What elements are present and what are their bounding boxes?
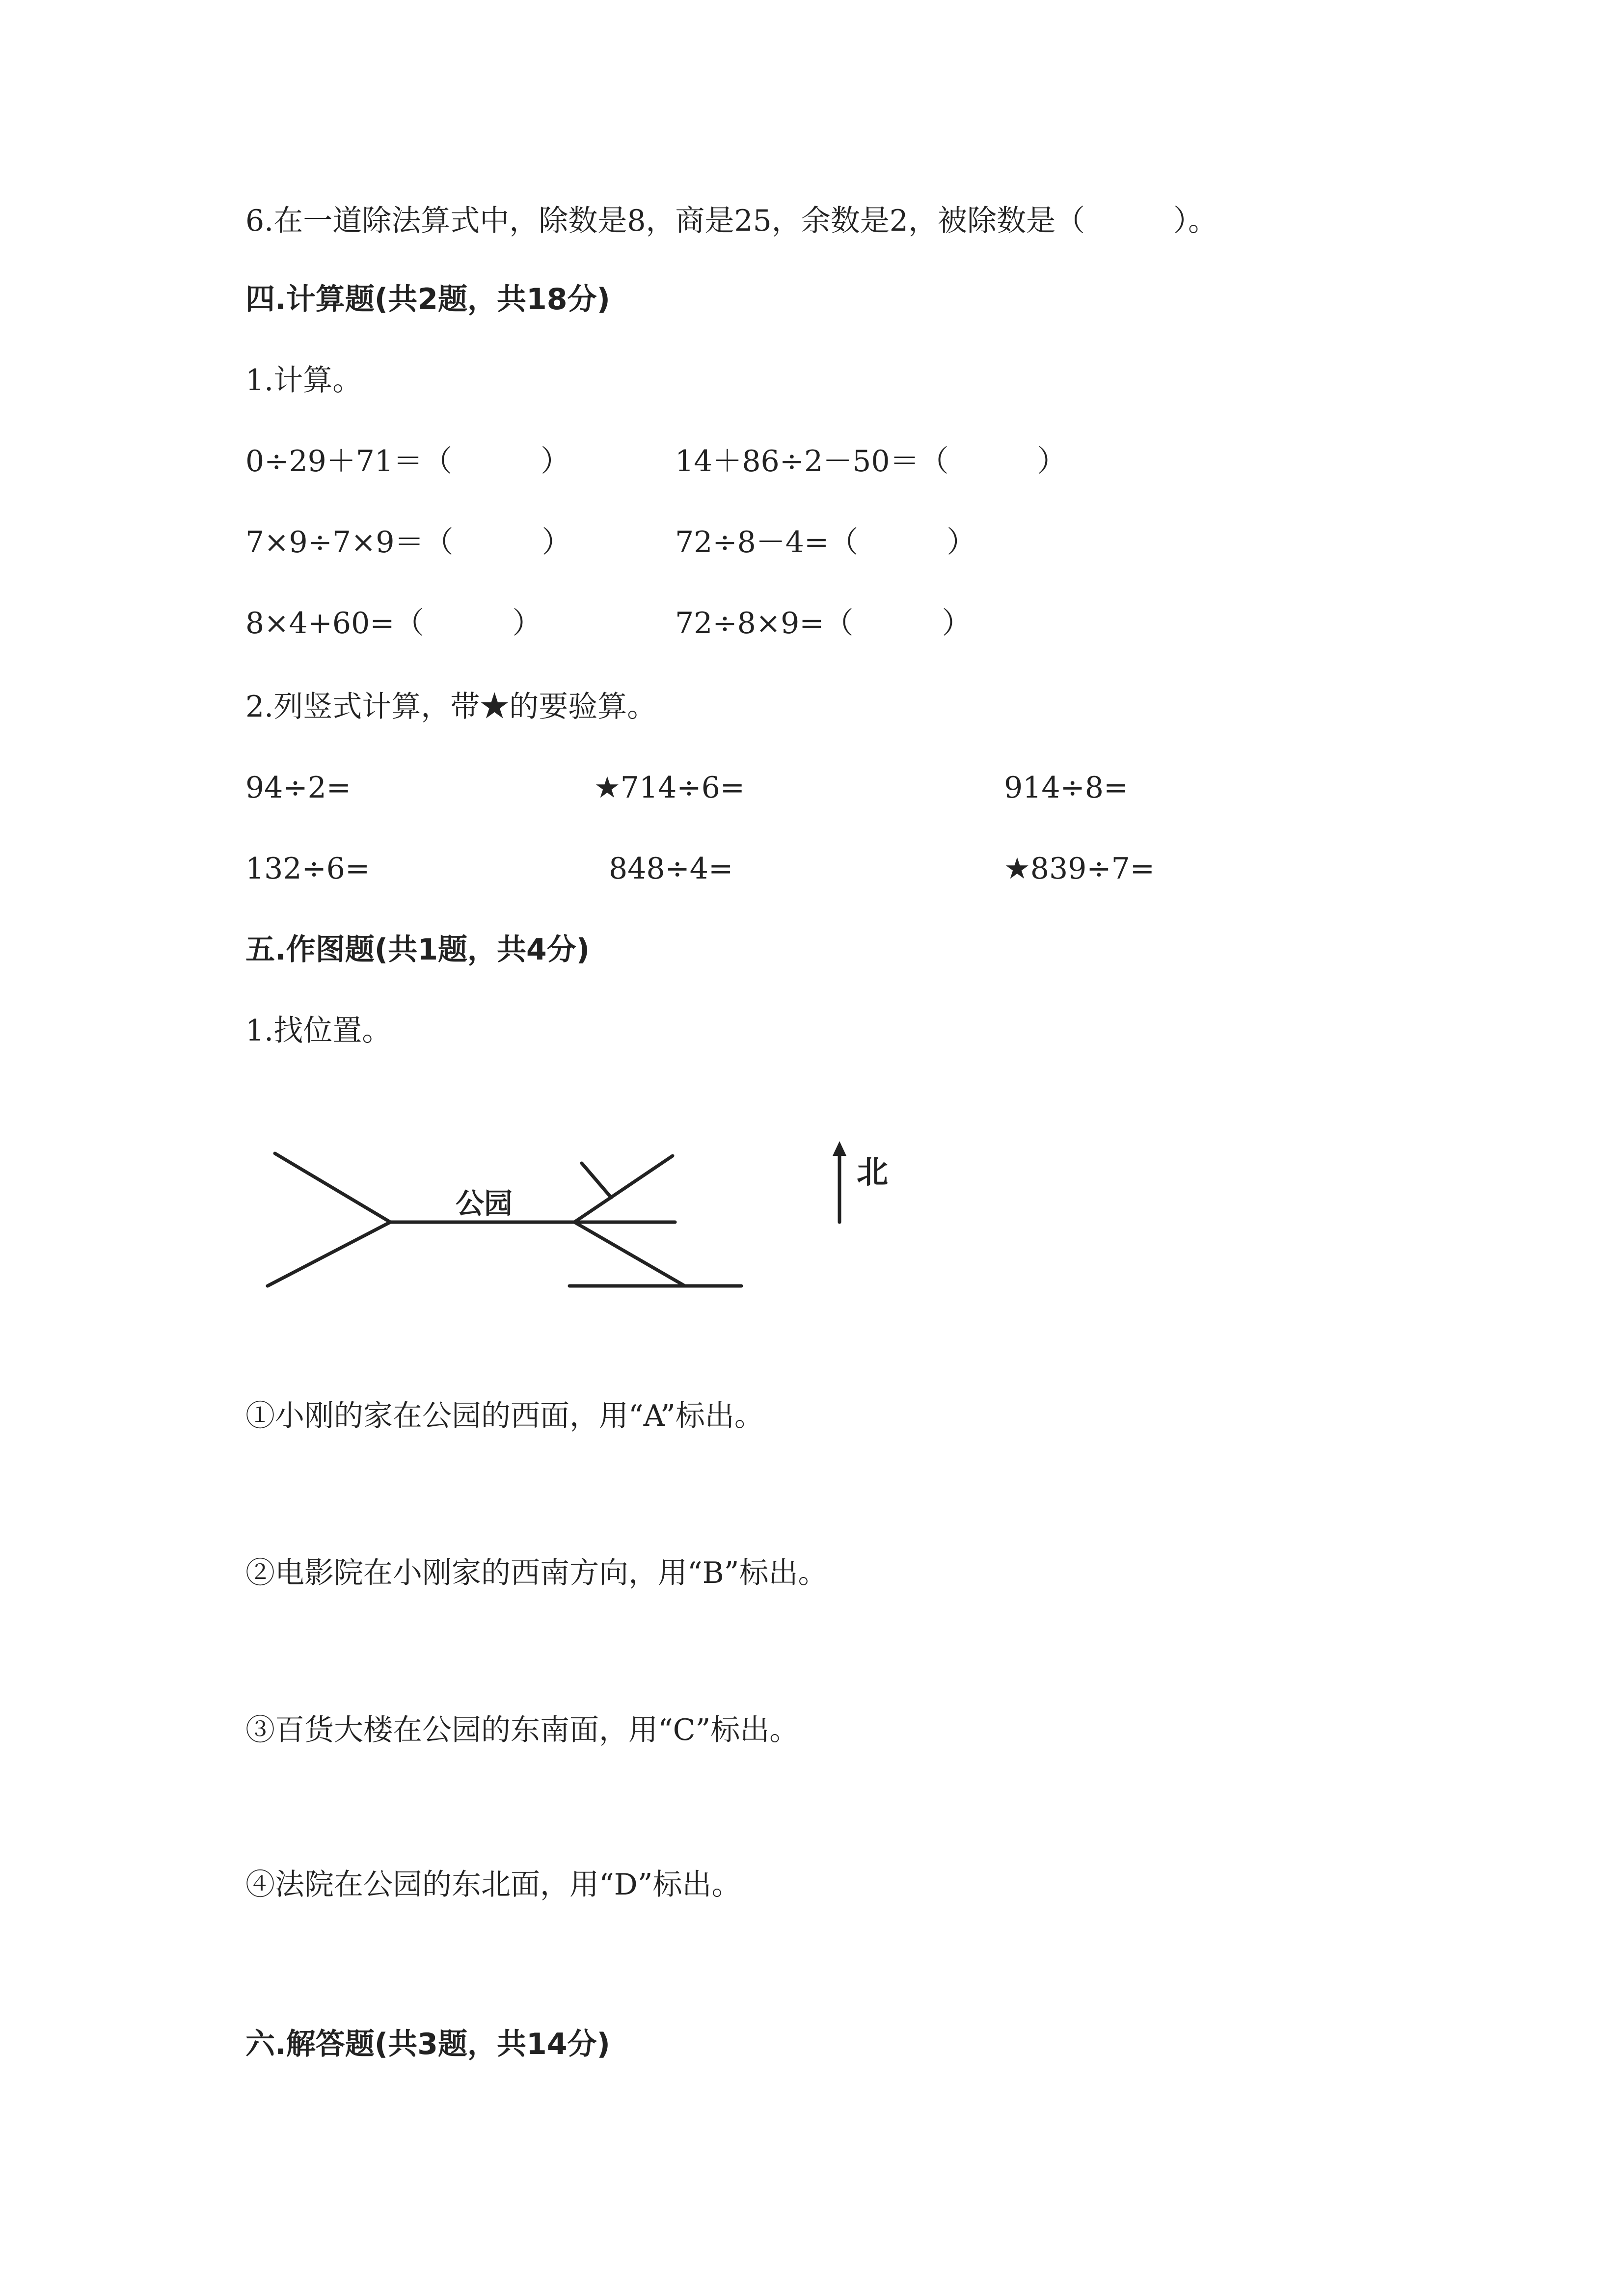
map-subquestion: ①小刚的家在公园的西面，用“A”标出。 (245, 1399, 764, 1433)
calc-item: 72÷8×9=（ ） (675, 606, 972, 641)
vertical-calc-item: 132÷6= (245, 852, 370, 886)
calc-item: 8×4+60=（ ） (245, 606, 542, 641)
northeast-branch (582, 1163, 611, 1198)
calc-item: 0÷29＋71＝（ ） (245, 444, 570, 479)
southeast-road (574, 1222, 685, 1286)
map-question-label: 1.找位置。 (245, 1014, 392, 1048)
vertical-calc-item: ★839÷7= (1004, 852, 1155, 886)
west-road-upper (275, 1153, 390, 1222)
calc-item: 72÷8－4=（ ） (675, 525, 976, 560)
north-label: 北 (857, 1154, 888, 1191)
section-4-heading: 四.计算题(共2题，共18分) (245, 282, 610, 317)
section-6-heading: 六.解答题(共3题，共14分) (245, 2027, 610, 2061)
park-label: 公园 (456, 1187, 513, 1220)
northeast-road (574, 1156, 673, 1222)
north-arrow-head (833, 1141, 846, 1156)
vertical-calc-item: ★714÷6= (594, 771, 745, 805)
map-subquestion: ③百货大楼在公园的东南面，用“C”标出。 (245, 1713, 799, 1747)
west-road-lower (268, 1222, 390, 1286)
question-6: 6.在一道除法算式中，除数是8，商是25，余数是2，被除数是（ ）。 (245, 204, 1218, 238)
calc-item: 14＋86÷2－50＝（ ） (675, 444, 1067, 479)
vertical-calc-item: 848÷4= (609, 852, 733, 886)
vertical-calc-item: 94÷2= (245, 771, 352, 805)
map-subquestion: ④法院在公园的东北面，用“D”标出。 (245, 1868, 741, 1902)
calc-question-label: 1.计算。 (245, 363, 362, 398)
vertical-calc-label: 2.列竖式计算，带★的要验算。 (245, 690, 657, 724)
map-subquestion: ②电影院在小刚家的西南方向，用“B”标出。 (245, 1556, 828, 1590)
section-5-heading: 五.作图题(共1题，共4分) (245, 933, 590, 967)
calc-item: 7×9÷7×9＝（ ） (245, 525, 571, 560)
vertical-calc-item: 914÷8= (1004, 771, 1129, 805)
